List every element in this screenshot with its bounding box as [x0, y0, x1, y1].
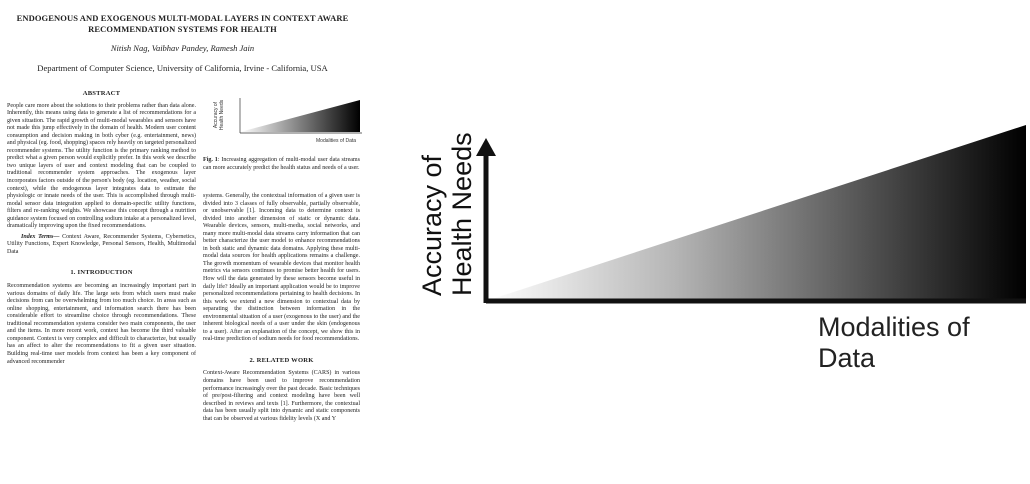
figure-thumbnail-y-label: [214, 98, 225, 132]
figure-enlarged: [375, 0, 1030, 484]
figure-caption-label: Fig. 1: [203, 157, 218, 163]
right-column: [203, 193, 360, 423]
figure-y-axis-label-line-1: Accuracy of: [417, 154, 447, 296]
related-work-text: Context-Aware Recommendation Systems (CARS) in various domains have been used to improve recommendation performance increasingly over the past decade. Basic techniques of pre/post-filtering and context modeling have been well described in reviews and texts [1]. Furthermore, the contextual data has been usually split into dynamic and static components that can be observed at various fidelity levels (X and Y: [203, 370, 360, 422]
paper-title-line-1: ENDOGENOUS AND EXOGENOUS MULTI-MODAL LAYERS IN CONTEXT AWARE: [16, 13, 349, 23]
figure-x-axis-label: Modalities of Data: [818, 312, 970, 373]
figure-enlarged-wedge: [486, 125, 1026, 301]
intro-text: Recommendation systems are becoming an increasingly important part in various domains of daily life. The large sets from which users must make decisions from can be overwhelming from too much choice. In areas such as online shopping, entertainment, and information search there has been considerable effort to streamline choice through recommendations. These traditional recommendation systems consider two main components, the user and the items. In more recent work, context has become the third valuable component. Context is very complex and difficult to characterize, but usually has an affect to alter the recommendations to fit a given user situation. Building real-time user models from context has been a key component of advanced recommender: [7, 283, 196, 365]
right-column-text: systems. Generally, the contextual information of a given user is divided into 3 classes of fully observable, partially observable, or unobservable [1]. Incoming data to determine context is divided into another dimension of static or dynamic data. Wearable devices, sensors, multi-media, social networks, and many more multi-modal data streams carry information that can better characterize the user model to enhance recommendations in both static and dynamic data domains. Applying these multi-modal data sources for health applications remains a challenge. The growth momentum of wearable devices that monitor health metrics via sensors continues to promise better health for users. How will the data generated by these sensors become useful in daily life? Ideally an important application would be to improve personalized recommendations pertaining to health decisions. In this work we extend a new dimension to contextual data by separating the distinction between information in the environmental situation of a user (exogenous to the user) and the inherent biological needs of a user under the skin (endogenous to a user). After an explanation of the concept, we show this in real-time prediction of sodium needs for food recommendations.: [203, 193, 360, 343]
paper-page: [0, 0, 365, 484]
figure-thumbnail: [213, 96, 364, 150]
figure-caption-text: : Increasing aggregation of multi-modal user data streams can more accurately predict the health status and needs of a user.: [203, 157, 360, 171]
paper-title-line-2: RECOMMENDATION SYSTEMS FOR HEALTH: [88, 24, 277, 34]
left-column: [7, 90, 196, 366]
paper-affiliation: Department of Computer Science, University of California, Irvine - California, USA: [37, 63, 328, 73]
index-terms-label: Index Terms—: [21, 233, 60, 240]
y-axis-arrowhead-icon: [476, 138, 496, 156]
figure-thumbnail-x-label: Modalities of Data: [316, 138, 357, 144]
figure-thumbnail-wedge: [240, 100, 360, 132]
figure-y-axis-label: [417, 132, 477, 296]
index-terms: [7, 234, 196, 257]
abstract-text: People care more about the solutions to their problems rather than data alone. Inherently, this means using data to generate a list of recommendations for a given situation. The rapid growth of multi-modal wearables and sensors have not made this jump effectively in the domain of health. Modern user content consumption and decision making in both cyber (e.g. entertainment, news) and physical (eg. food, shopping) spaces rely heavily on targeted personalized recommender systems. The utility function is the primary ranking method to predict what a given person would explicitly prefer. In this work we describe two unique layers of user and context modeling that can be coupled to traditional recommender system approaches. The exogenous layer incorporates factors outside of the person's body (eg. location, weather, social context), while the endogenous layer integrates data to estimate the physiologic or innate needs of the user. This is accomplished through multi-modal sensor data integration applied to domain-specific utility functions, filters and re-ranking weights. We showcase this concept through a nutrition guidance system focused on controlling sodium intake at a personalized level, dramatically improving upon the fixed recommendations.: [7, 102, 196, 230]
figure-caption: [203, 157, 360, 172]
intro-heading: 1. INTRODUCTION: [70, 269, 133, 277]
related-work-heading: 2. RELATED WORK: [249, 356, 314, 364]
paper-authors: Nitish Nag, Vaibhav Pandey, Ramesh Jain: [110, 43, 255, 53]
index-terms-text: Context Aware, Recommender Systems, Cybernetics, Utility Functions, Expert Knowledge, Personal Sensors, Health, Multimodal Data: [7, 233, 196, 255]
paper-title: [0, 13, 365, 35]
figure-y-axis-label-line-2: Health Needs: [447, 132, 477, 296]
figure-thumbnail-y-label-2: Health Needs: [218, 99, 225, 131]
figure-thumbnail-y-label-1: Accuracy of: [213, 101, 219, 129]
abstract-heading: ABSTRACT: [82, 90, 121, 97]
